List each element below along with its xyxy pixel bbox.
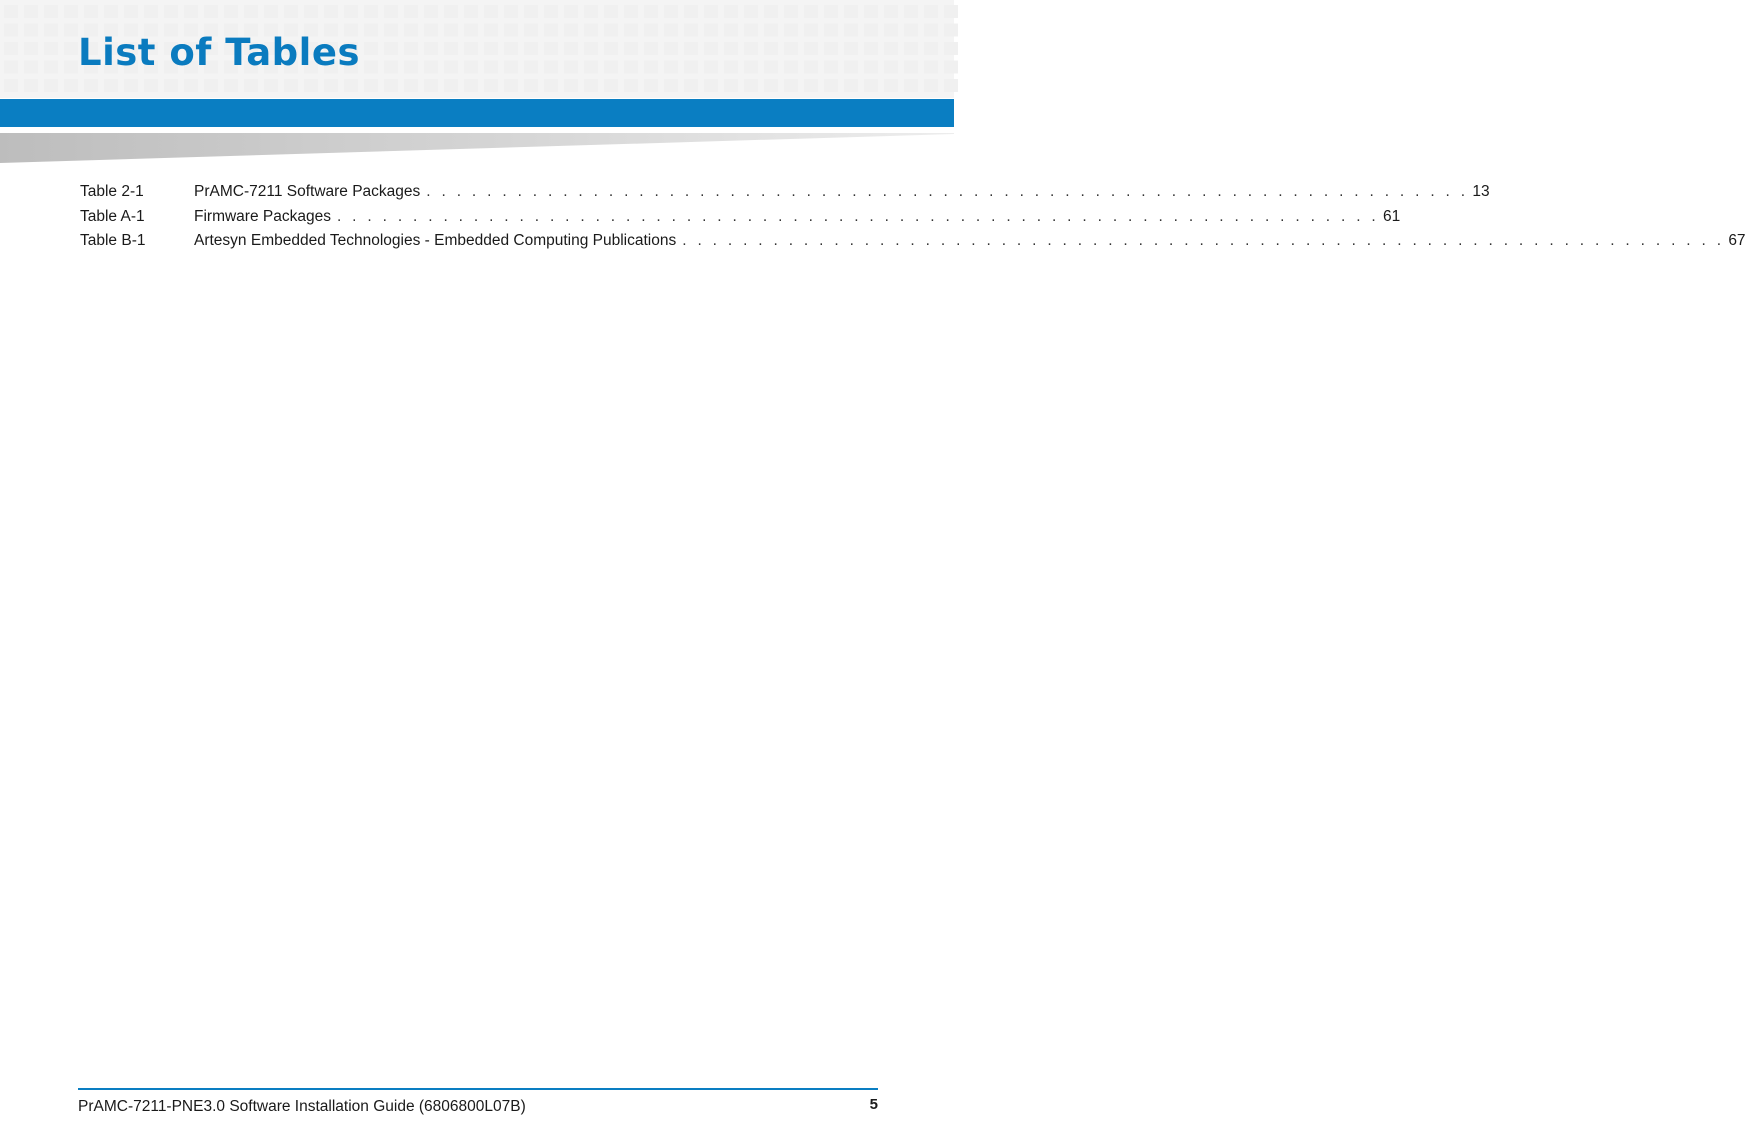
pattern-square: [44, 61, 58, 74]
pattern-square: [464, 79, 478, 92]
toc-entry-title: Firmware Packages: [194, 207, 331, 225]
pattern-square: [624, 61, 638, 74]
pattern-square: [564, 24, 578, 37]
pattern-square: [824, 61, 838, 74]
pattern-square: [664, 24, 678, 37]
pattern-square: [664, 61, 678, 74]
pattern-square: [864, 5, 878, 18]
pattern-square: [724, 61, 738, 74]
pattern-square: [804, 24, 818, 37]
pattern-square: [644, 5, 658, 18]
pattern-square: [504, 79, 518, 92]
pattern-square: [564, 61, 578, 74]
pattern-square: [564, 5, 578, 18]
pattern-square: [884, 42, 898, 55]
pattern-square: [384, 61, 398, 74]
toc-entry-page: 67: [1728, 232, 1746, 249]
table-list: [80, 183, 1746, 257]
pattern-square: [684, 5, 698, 18]
pattern-square: [84, 5, 98, 18]
pattern-square: [24, 61, 38, 74]
pattern-square: [244, 5, 258, 18]
pattern-square: [744, 79, 758, 92]
pattern-square: [824, 5, 838, 18]
pattern-square: [784, 24, 798, 37]
pattern-square: [424, 79, 438, 92]
pattern-square: [564, 79, 578, 92]
footer-page-number: 5: [869, 1096, 878, 1113]
pattern-square: [944, 5, 958, 18]
toc-entry[interactable]: [80, 232, 1746, 257]
pattern-square: [244, 79, 258, 92]
pattern-square: [144, 79, 158, 92]
pattern-square: [364, 42, 378, 55]
toc-entry-number: Table A-1: [80, 207, 145, 225]
pattern-square: [384, 24, 398, 37]
pattern-square: [524, 79, 538, 92]
pattern-square: [864, 79, 878, 92]
pattern-square: [204, 5, 218, 18]
pattern-square: [784, 42, 798, 55]
pattern-square: [104, 5, 118, 18]
pattern-square: [944, 61, 958, 74]
pattern-square: [784, 5, 798, 18]
pattern-square: [424, 24, 438, 37]
pattern-square: [844, 61, 858, 74]
pattern-square: [324, 79, 338, 92]
pattern-square: [504, 5, 518, 18]
toc-entry-number: Table B-1: [80, 232, 146, 249]
pattern-square: [364, 61, 378, 74]
pattern-square: [904, 79, 918, 92]
pattern-square: [924, 42, 938, 55]
pattern-square: [604, 5, 618, 18]
pattern-square: [724, 42, 738, 55]
toc-entry[interactable]: [80, 207, 1401, 233]
pattern-square: [24, 42, 38, 55]
pattern-square: [164, 79, 178, 92]
pattern-square: [4, 79, 18, 92]
pattern-square: [544, 79, 558, 92]
pattern-square: [44, 5, 58, 18]
pattern-square: [664, 5, 678, 18]
pattern-square: [764, 5, 778, 18]
page-title: List of Tables: [78, 31, 360, 74]
pattern-square: [764, 79, 778, 92]
pattern-square: [844, 24, 858, 37]
pattern-square: [64, 24, 78, 37]
pattern-square: [784, 61, 798, 74]
pattern-square: [704, 79, 718, 92]
pattern-square: [484, 5, 498, 18]
pattern-square: [904, 24, 918, 37]
pattern-square: [344, 79, 358, 92]
pattern-square: [504, 24, 518, 37]
pattern-square: [4, 61, 18, 74]
pattern-square: [584, 61, 598, 74]
pattern-square: [804, 61, 818, 74]
pattern-square: [644, 42, 658, 55]
pattern-square: [224, 5, 238, 18]
pattern-square: [144, 5, 158, 18]
toc-entry-number: Table 2-1: [80, 183, 144, 200]
toc-dot-leader: . . . . . . . . . . . . . . . . . . . . . . . . . . . . . . . . . . . . . . . . . . . . . . . . . . . . . . . . . . . . . . . . . . . . .: [682, 232, 1725, 249]
pattern-square: [444, 61, 458, 74]
pattern-square: [804, 5, 818, 18]
footer-document-title: PrAMC-7211-PNE3.0 Software Installation Guide (6806800L07B): [78, 1098, 526, 1115]
pattern-square: [84, 79, 98, 92]
pattern-square: [464, 24, 478, 37]
pattern-square: [324, 5, 338, 18]
pattern-square: [444, 42, 458, 55]
header-blue-band: [0, 99, 954, 127]
pattern-square: [764, 24, 778, 37]
pattern-square: [424, 61, 438, 74]
pattern-square: [304, 79, 318, 92]
pattern-square: [124, 5, 138, 18]
pattern-square: [724, 24, 738, 37]
toc-entry-page: 61: [1383, 207, 1401, 225]
pattern-square: [604, 79, 618, 92]
pattern-square: [904, 5, 918, 18]
pattern-square: [544, 24, 558, 37]
pattern-square: [684, 24, 698, 37]
pattern-square: [544, 42, 558, 55]
pattern-square: [604, 61, 618, 74]
pattern-square: [924, 79, 938, 92]
pattern-square: [444, 79, 458, 92]
pattern-square: [924, 61, 938, 74]
pattern-square: [504, 42, 518, 55]
pattern-square: [64, 5, 78, 18]
pattern-square: [744, 42, 758, 55]
pattern-square: [804, 42, 818, 55]
pattern-square: [224, 79, 238, 92]
pattern-square: [904, 42, 918, 55]
pattern-square: [304, 5, 318, 18]
pattern-square: [864, 24, 878, 37]
pattern-square: [484, 24, 498, 37]
pattern-square: [384, 42, 398, 55]
pattern-square: [264, 79, 278, 92]
pattern-square: [624, 42, 638, 55]
toc-entry[interactable]: [80, 183, 1490, 208]
pattern-square: [444, 5, 458, 18]
pattern-square: [864, 42, 878, 55]
pattern-square: [844, 5, 858, 18]
pattern-square: [704, 24, 718, 37]
pattern-square: [284, 5, 298, 18]
pattern-square: [484, 42, 498, 55]
pattern-square: [564, 42, 578, 55]
pattern-square: [4, 42, 18, 55]
pattern-square: [684, 79, 698, 92]
pattern-square: [364, 5, 378, 18]
pattern-square: [104, 79, 118, 92]
pattern-square: [924, 5, 938, 18]
pattern-square: [664, 42, 678, 55]
pattern-square: [404, 24, 418, 37]
pattern-square: [424, 42, 438, 55]
pattern-square: [624, 24, 638, 37]
pattern-square: [604, 24, 618, 37]
pattern-square: [544, 61, 558, 74]
pattern-square: [504, 61, 518, 74]
pattern-square: [764, 42, 778, 55]
pattern-square: [624, 79, 638, 92]
pattern-square: [384, 5, 398, 18]
pattern-square: [184, 5, 198, 18]
toc-dot-leader: . . . . . . . . . . . . . . . . . . . . . . . . . . . . . . . . . . . . . . . . . . . . . . . . . . . . . . . . . . . . . . . . . . . . .: [426, 183, 1469, 200]
pattern-square: [884, 24, 898, 37]
pattern-square: [24, 79, 38, 92]
pattern-square: [584, 24, 598, 37]
pattern-square: [824, 79, 838, 92]
pattern-square: [64, 42, 78, 55]
toc-dot-leader: . . . . . . . . . . . . . . . . . . . . . . . . . . . . . . . . . . . . . . . . . . . . . . . . . . . . . . . . . . . . . . . . . . . . .: [336, 207, 1380, 225]
pattern-square: [404, 79, 418, 92]
pattern-square: [464, 61, 478, 74]
pattern-square: [664, 79, 678, 92]
pattern-square: [804, 79, 818, 92]
pattern-square: [164, 5, 178, 18]
pattern-square: [404, 61, 418, 74]
pattern-square: [364, 24, 378, 37]
pattern-square: [464, 42, 478, 55]
pattern-square: [604, 42, 618, 55]
pattern-square: [404, 42, 418, 55]
pattern-square: [264, 5, 278, 18]
pattern-square: [704, 42, 718, 55]
pattern-square: [944, 42, 958, 55]
footer-rule: [78, 1088, 878, 1090]
pattern-square: [64, 61, 78, 74]
pattern-square: [384, 79, 398, 92]
pattern-square: [44, 79, 58, 92]
pattern-square: [724, 5, 738, 18]
pattern-square: [844, 42, 858, 55]
pattern-square: [584, 5, 598, 18]
pattern-square: [364, 79, 378, 92]
pattern-square: [644, 61, 658, 74]
pattern-square: [884, 61, 898, 74]
pattern-square: [24, 5, 38, 18]
toc-entry-page: 13: [1472, 183, 1490, 200]
pattern-square: [524, 5, 538, 18]
pattern-square: [4, 5, 18, 18]
pattern-square: [764, 61, 778, 74]
pattern-square: [524, 42, 538, 55]
pattern-square: [944, 79, 958, 92]
pattern-square: [924, 24, 938, 37]
pattern-square: [884, 79, 898, 92]
pattern-square: [524, 24, 538, 37]
pattern-square: [644, 24, 658, 37]
header-grey-wedge: [0, 127, 954, 163]
pattern-square: [64, 79, 78, 92]
pattern-square: [124, 79, 138, 92]
pattern-square: [724, 79, 738, 92]
pattern-square: [904, 61, 918, 74]
pattern-square: [464, 5, 478, 18]
pattern-square: [624, 5, 638, 18]
pattern-square: [484, 61, 498, 74]
toc-entry-title: Artesyn Embedded Technologies - Embedded Computing Publications: [194, 232, 677, 249]
pattern-square: [584, 42, 598, 55]
pattern-square: [884, 5, 898, 18]
pattern-square: [524, 61, 538, 74]
pattern-square: [744, 61, 758, 74]
pattern-square: [24, 24, 38, 37]
pattern-square: [284, 79, 298, 92]
pattern-square: [744, 5, 758, 18]
pattern-square: [864, 61, 878, 74]
pattern-square: [44, 24, 58, 37]
pattern-square: [704, 5, 718, 18]
pattern-square: [784, 79, 798, 92]
pattern-square: [744, 24, 758, 37]
pattern-square: [424, 5, 438, 18]
pattern-square: [44, 42, 58, 55]
toc-entry-title: PrAMC-7211 Software Packages: [194, 183, 421, 200]
pattern-square: [544, 5, 558, 18]
pattern-square: [684, 61, 698, 74]
pattern-square: [824, 24, 838, 37]
pattern-square: [204, 79, 218, 92]
pattern-square: [944, 24, 958, 37]
pattern-square: [824, 42, 838, 55]
pattern-square: [4, 24, 18, 37]
pattern-square: [644, 79, 658, 92]
pattern-square: [404, 5, 418, 18]
pattern-square: [184, 79, 198, 92]
pattern-square: [584, 79, 598, 92]
pattern-square: [444, 24, 458, 37]
pattern-square: [704, 61, 718, 74]
pattern-square: [344, 5, 358, 18]
pattern-square: [484, 79, 498, 92]
pattern-square: [844, 79, 858, 92]
pattern-square: [684, 42, 698, 55]
